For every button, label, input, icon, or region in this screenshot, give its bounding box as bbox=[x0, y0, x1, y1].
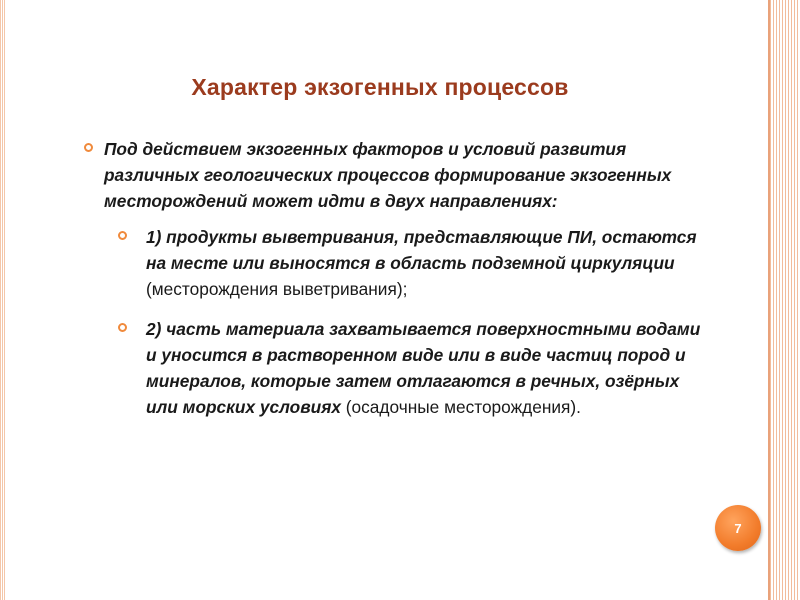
bullet-sub-2 bbox=[118, 316, 714, 420]
bullet-main bbox=[84, 136, 714, 214]
bullet-circle-icon bbox=[84, 143, 93, 152]
bullet-sub-1-emph: 1) продукты выветривания, представляющие ПИ, остаются на месте или выносятся в область подземной циркуляции bbox=[146, 227, 697, 273]
bullet-circle-icon bbox=[118, 323, 127, 332]
bullet-sub-2-rest: (осадочные месторождения). bbox=[340, 397, 581, 417]
bullet-circle-icon bbox=[118, 231, 127, 240]
bullet-sub-2-emph: 2) часть материала захватывается поверхностными водами и уносится в растворенном виде или в виде частиц пород и минералов, которые затем отлагаются в речных, озёрных или морских условиях bbox=[146, 319, 701, 417]
right-decorative-stripe bbox=[770, 0, 800, 600]
page-number-badge: 7 bbox=[715, 505, 761, 551]
bullet-sub-1 bbox=[118, 224, 714, 302]
slide-title: Характер экзогенных процессов bbox=[191, 74, 569, 100]
bullet-sub-1-rest: (месторождения выветривания); bbox=[146, 279, 408, 299]
bullet-main-text: Под действием экзогенных факторов и условий развития различных геологических процессов формирование экзогенных месторождений может идти в двух направлениях: bbox=[104, 139, 672, 211]
slide-content bbox=[84, 136, 714, 434]
